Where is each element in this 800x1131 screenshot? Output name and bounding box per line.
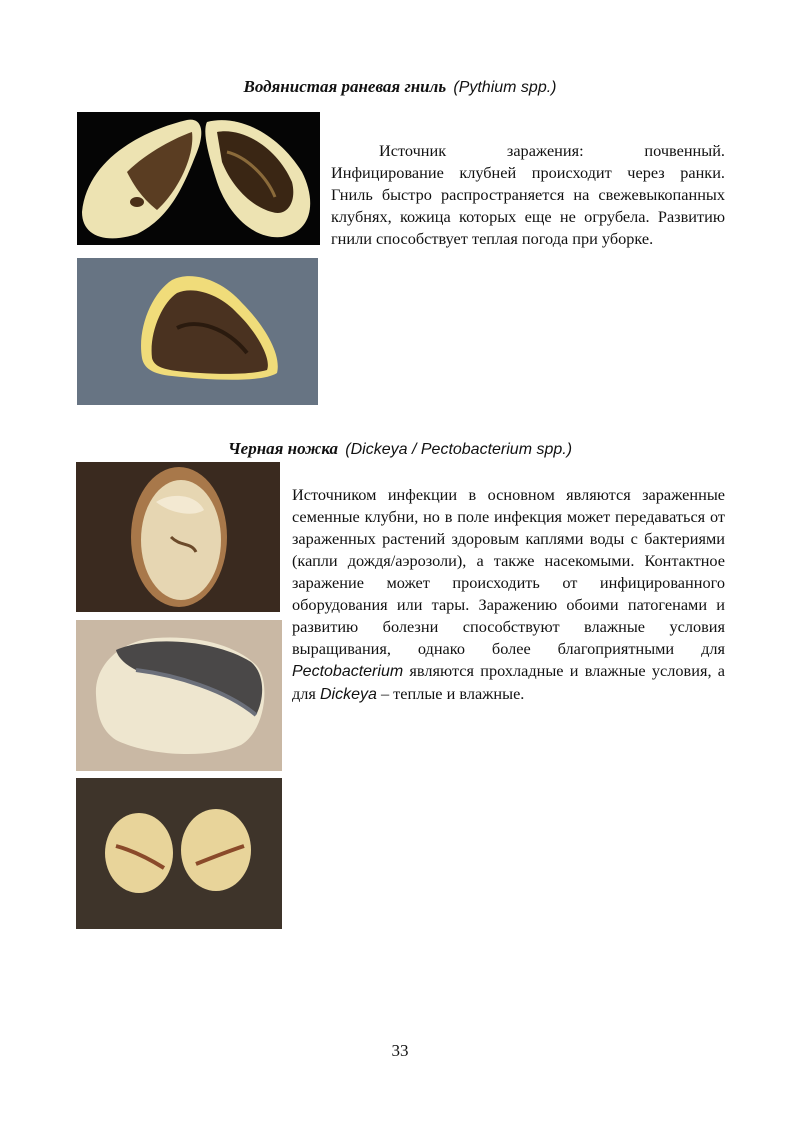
photo-blackleg-cut-tuber bbox=[76, 462, 280, 612]
paragraph-blackleg-text-part1: Источником инфекции в основном являются зараженные семенные клубни, но в поле инфекция может передаваться от зараженных растений здоровым каплями воды с бактериями (капли дождя/аэрозоли), а также насекомыми. Контактное заражение может происходить от инфицированного оборудования или тары. Заражению обоими патогенами и развитию болезни способствуют влажные условия выращивания, однако более благоприятными для bbox=[292, 485, 725, 658]
section-heading-pythium bbox=[0, 77, 800, 97]
photo-pythium-cut-tubers-black bbox=[77, 112, 320, 245]
genus-pectobacterium: Pectobacterium bbox=[292, 663, 404, 680]
paragraph-blackleg-text-part3: – теплые и влажные. bbox=[376, 684, 525, 703]
section-heading-blackleg bbox=[0, 439, 800, 459]
photo-pythium-tuber-grey bbox=[77, 258, 318, 405]
heading-latin-name: (Pythium spp.) bbox=[453, 79, 557, 96]
genus-dickeya: Dickeya bbox=[319, 686, 377, 703]
photo-blackleg-halves-soil bbox=[76, 778, 282, 929]
paragraph-pythium-text: Источник заражения: почвенный. Инфицирование клубней происходит через ранки. Гниль быстро распространяется на свежевыкопанных клубнях, кожица которых еще не огрубела. Развитию гнили способствует теплая погода при уборке. bbox=[331, 141, 725, 248]
paragraph-blackleg-text-part2: являются прохладные и влажные условия, а для bbox=[292, 661, 725, 703]
page-number: 33 bbox=[391, 1041, 409, 1060]
paragraph-blackleg bbox=[292, 484, 725, 706]
heading-latin-name: (Dickeya / Pectobacterium spp.) bbox=[345, 441, 573, 458]
heading-title: Водянистая раневая гниль bbox=[243, 77, 447, 96]
photo-blackleg-soft-rot bbox=[76, 620, 282, 771]
paragraph-pythium bbox=[331, 140, 725, 250]
heading-title: Черная ножка bbox=[227, 439, 339, 458]
